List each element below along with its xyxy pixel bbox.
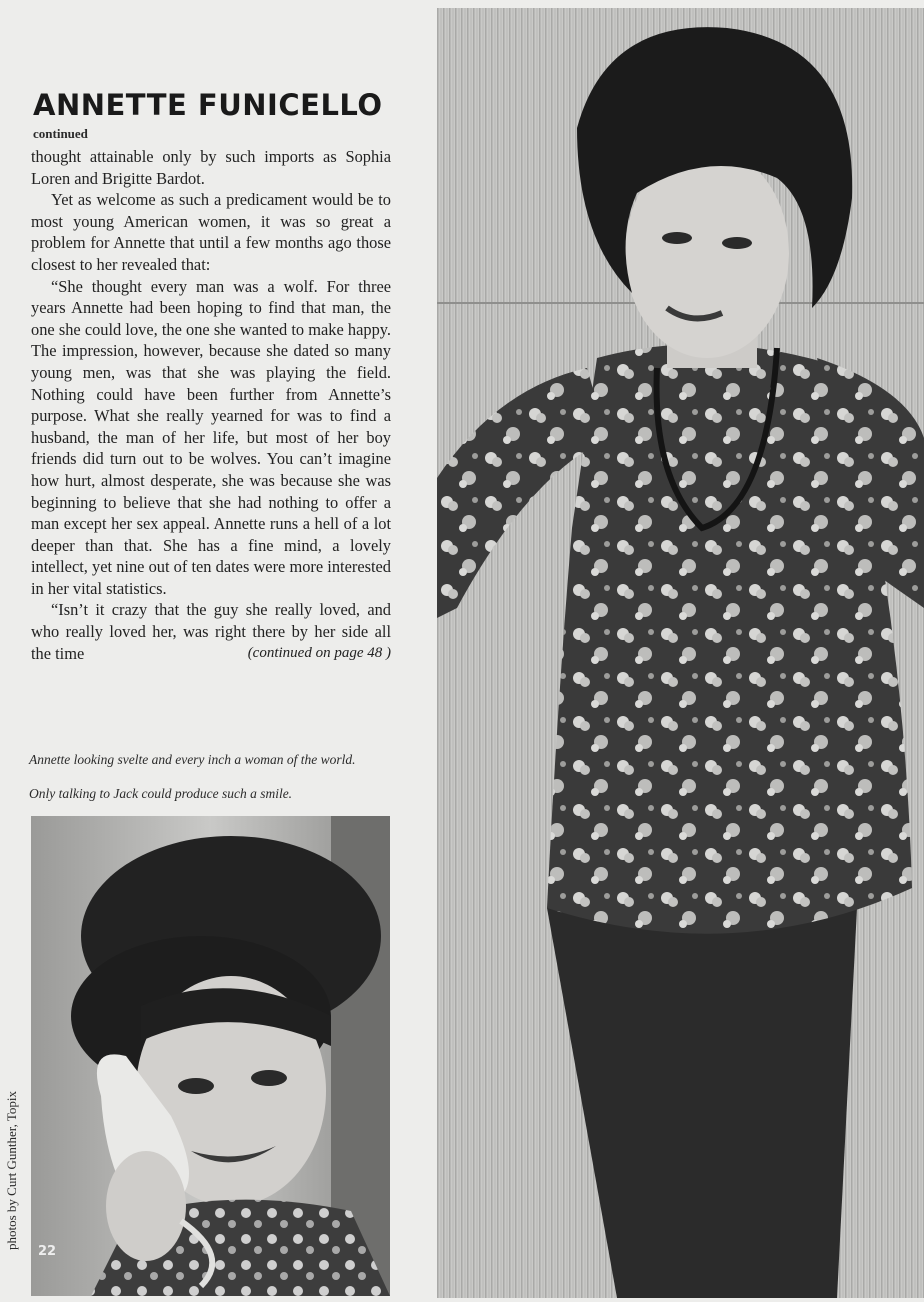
page-number: 22: [38, 1244, 57, 1259]
paragraph: Yet as welcome as such a predicament would be to most young American women, it was so great a problem for Annette that until a few months ago those closest to her revealed that:: [31, 190, 391, 274]
continued-label: continued: [33, 126, 88, 141]
telephone-photo-illustration: [31, 816, 390, 1296]
photo-credit: photos by Curt Gunther, Topix: [4, 1090, 19, 1250]
paragraph: thought attainable only by such imports as Sophia Loren and Brigitte Bardot.: [31, 147, 391, 188]
paragraph: “She thought every man was a wolf. For three years Annette had been hoping to find that man, the one she could love, the one she wanted to make happy. The impression, however, because she dated so many young men, was that she was playing the field. Nothing could have been further from Annette’s purpose. What she really yearned for was to find a husband, the man of her life, but most of her boy friends did turn out to be wolves. You can’t imagine how hurt, almost desperate, she was because she was beginning to believe that she had nothing to offer a man except her sex appeal. Annette runs a hell of a lot deeper than that. She has a fine mind, a lovely intellect, yet nine out of ten dates were more interested in her vital statistics.: [31, 276, 391, 598]
blouse-photo-illustration: [437, 8, 924, 1298]
paragraph-text: “Isn’t it crazy that the guy she really loved, and who really loved her, was right there by her side all the time: [31, 600, 391, 663]
blouse-photo: [437, 8, 924, 1298]
paragraph: [31, 599, 391, 664]
continued-reference: (continued on page 48 ): [247, 644, 391, 661]
article-body: [31, 146, 391, 664]
large-photo-caption: Annette looking svelte and every inch a woman of the world.: [29, 752, 356, 767]
telephone-photo: [31, 816, 390, 1296]
article-title: ANNETTE FUNICELLO: [33, 88, 383, 122]
small-photo-caption: Only talking to Jack could produce such a smile.: [29, 786, 293, 801]
